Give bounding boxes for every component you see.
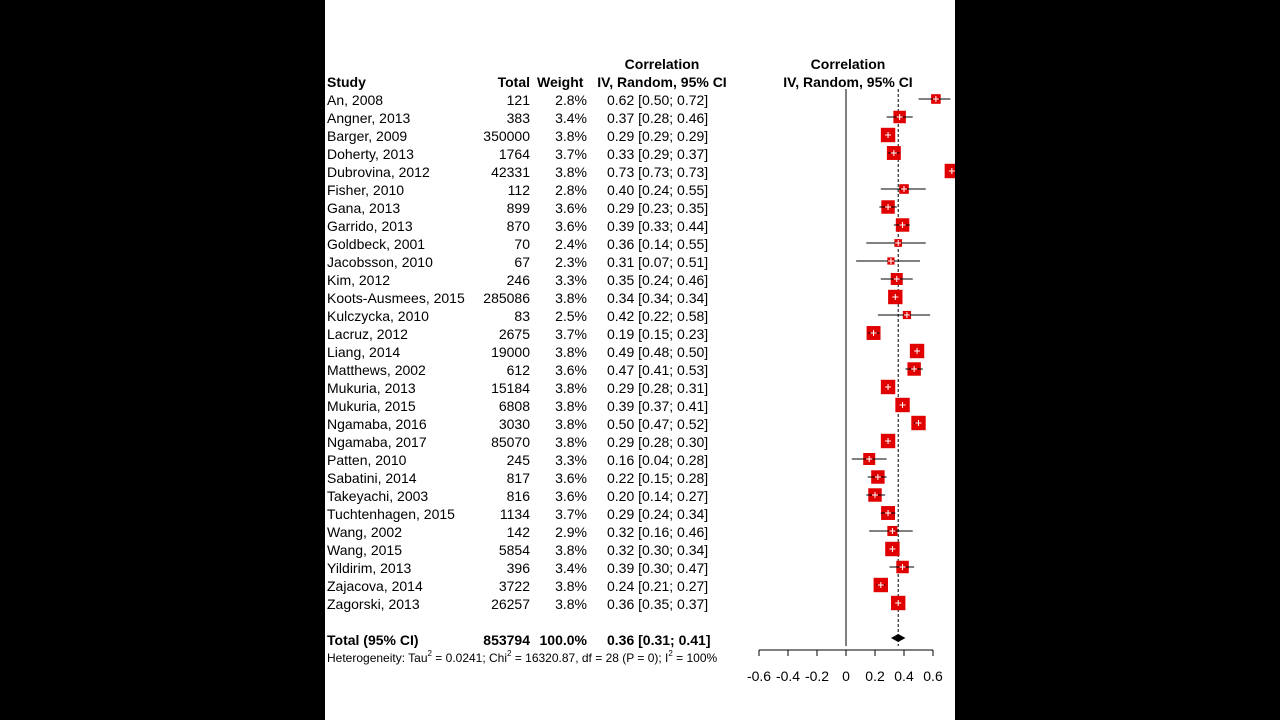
study-total: 245	[506, 452, 530, 468]
study-name: Jacobsson, 2010	[327, 254, 433, 270]
study-total: 83	[514, 308, 530, 324]
study-ci: 0.33 [0.29; 0.37]	[607, 146, 709, 162]
forest-plot	[325, 0, 955, 720]
study-name: Kulczycka, 2010	[327, 308, 429, 324]
study-weight: 3.8%	[555, 164, 587, 180]
study-name: Dubrovina, 2012	[327, 164, 430, 180]
study-ci: 0.39 [0.33; 0.44]	[607, 218, 709, 234]
study-name: Ngamaba, 2016	[327, 416, 427, 432]
study-weight: 2.3%	[555, 254, 587, 270]
study-name: An, 2008	[327, 92, 384, 108]
study-weight: 3.6%	[555, 362, 587, 378]
study-weight: 3.8%	[555, 416, 587, 432]
study-ci: 0.47 [0.41; 0.53]	[607, 362, 709, 378]
study-ci: 0.35 [0.24; 0.46]	[607, 272, 709, 288]
study-name: Goldbeck, 2001	[327, 236, 426, 252]
study-total: 816	[506, 488, 530, 504]
study-weight: 2.8%	[555, 92, 587, 108]
study-total: 5854	[498, 542, 530, 558]
study-weight: 3.8%	[555, 542, 587, 558]
study-ci: 0.36 [0.35; 0.37]	[607, 596, 709, 612]
study-ci: 0.73 [0.73; 0.73]	[607, 164, 709, 180]
study-weight: 3.3%	[555, 272, 587, 288]
study-name: Ngamaba, 2017	[327, 434, 427, 450]
study-ci: 0.39 [0.37; 0.41]	[607, 398, 709, 414]
study-weight: 3.8%	[555, 434, 587, 450]
study-ci: 0.32 [0.30; 0.34]	[607, 542, 709, 558]
study-total: 26257	[491, 596, 530, 612]
study-ci: 0.29 [0.28; 0.30]	[607, 434, 709, 450]
header-weight: Weight	[537, 74, 584, 90]
heterogeneity-text: Heterogeneity: Tau$^2$ = 0.0241; Chi$^2$ = 16320.87, df = 28 (P = 0); $I^2 = 100\%$	[327, 649, 718, 665]
study-weight: 3.8%	[555, 290, 587, 306]
study-total: 285086	[483, 290, 530, 306]
study-weight: 3.3%	[555, 452, 587, 468]
study-total: 246	[506, 272, 530, 288]
study-weight: 2.4%	[555, 236, 587, 252]
study-total: 112	[507, 182, 530, 198]
study-ci: 0.49 [0.48; 0.50]	[607, 344, 709, 360]
study-weight: 3.7%	[555, 326, 587, 342]
study-total: 67	[514, 254, 530, 270]
study-ci: 0.31 [0.07; 0.51]	[607, 254, 709, 270]
forest-plot-panel	[325, 0, 955, 720]
study-weight: 3.8%	[555, 128, 587, 144]
study-name: Garrido, 2013	[327, 218, 413, 234]
study-total: 2675	[498, 326, 530, 342]
study-weight: 3.8%	[555, 344, 587, 360]
study-ci: 0.36 [0.14; 0.55]	[607, 236, 709, 252]
study-total: 396	[506, 560, 530, 576]
study-weight: 3.6%	[555, 488, 587, 504]
study-name: Patten, 2010	[327, 452, 407, 468]
study-name: Wang, 2015	[327, 542, 402, 558]
study-name: Matthews, 2002	[327, 362, 426, 378]
study-ci: 0.29 [0.24; 0.34]	[607, 506, 709, 522]
study-total: 1764	[498, 146, 530, 162]
study-name: Koots-Ausmees, 2015	[327, 290, 465, 306]
x-tick-label: 0.2	[865, 668, 885, 684]
study-weight: 3.6%	[555, 470, 587, 486]
study-ci: 0.24 [0.21; 0.27]	[607, 578, 709, 594]
study-ci: 0.16 [0.04; 0.28]	[607, 452, 709, 468]
total-n: 853794	[483, 632, 530, 648]
study-total: 1134	[499, 506, 530, 522]
study-name: Barger, 2009	[327, 128, 408, 144]
study-ci: 0.37 [0.28; 0.46]	[607, 110, 709, 126]
study-name: Kim, 2012	[327, 272, 391, 288]
x-tick-label: -0.6	[746, 668, 772, 684]
study-weight: 3.8%	[555, 380, 587, 396]
pooled-diamond	[891, 634, 906, 642]
study-weight: 3.8%	[555, 578, 587, 594]
study-weight: 3.6%	[555, 218, 587, 234]
study-total: 350000	[483, 128, 530, 144]
study-name: Angner, 2013	[327, 110, 411, 126]
study-ci: 0.42 [0.22; 0.58]	[607, 308, 709, 324]
study-total: 142	[506, 524, 530, 540]
study-weight: 3.8%	[555, 398, 587, 414]
study-total: 19000	[491, 344, 530, 360]
study-total: 899	[506, 200, 530, 216]
study-weight: 2.9%	[555, 524, 587, 540]
study-ci: 0.22 [0.15; 0.28]	[607, 470, 709, 486]
study-total: 70	[514, 236, 530, 252]
study-ci: 0.19 [0.15; 0.23]	[607, 326, 709, 342]
plot-header-correlation: Correlation	[810, 56, 886, 72]
total-ci: 0.36 [0.31; 0.41]	[607, 632, 711, 648]
x-tick-label: -0.4	[775, 668, 801, 684]
study-weight: 3.4%	[555, 560, 587, 576]
header-study: Study	[327, 74, 366, 90]
study-name: Liang, 2014	[327, 344, 401, 360]
study-name: Takeyachi, 2003	[327, 488, 429, 504]
study-ci: 0.29 [0.29; 0.29]	[607, 128, 709, 144]
study-name: Wang, 2002	[327, 524, 402, 540]
study-total: 817	[506, 470, 530, 486]
study-total: 3722	[498, 578, 530, 594]
study-total: 3030	[498, 416, 530, 432]
study-weight: 3.7%	[555, 506, 587, 522]
study-name: Fisher, 2010	[327, 182, 405, 198]
study-ci: 0.29 [0.28; 0.31]	[607, 380, 709, 396]
study-total: 6808	[498, 398, 530, 414]
header-iv-random: IV, Random, 95% CI	[597, 74, 727, 90]
study-weight: 2.8%	[555, 182, 587, 198]
study-name: Doherty, 2013	[327, 146, 414, 162]
x-tick-label: 0.4	[894, 668, 914, 684]
study-ci: 0.34 [0.34; 0.34]	[607, 290, 709, 306]
study-name: Zajacova, 2014	[327, 578, 423, 594]
study-weight: 2.5%	[555, 308, 587, 324]
x-tick-label: -0.2	[804, 668, 830, 684]
header-correlation: Correlation	[624, 56, 700, 72]
study-total: 383	[506, 110, 530, 126]
total-weight: 100.0%	[539, 632, 587, 648]
study-ci: 0.40 [0.24; 0.55]	[607, 182, 709, 198]
study-name: Mukuria, 2013	[327, 380, 416, 396]
header-total: Total	[497, 74, 530, 90]
study-total: 42331	[491, 164, 530, 180]
study-ci: 0.20 [0.14; 0.27]	[607, 488, 709, 504]
study-name: Sabatini, 2014	[327, 470, 417, 486]
study-name: Lacruz, 2012	[327, 326, 408, 342]
study-name: Gana, 2013	[327, 200, 401, 216]
study-name: Mukuria, 2015	[327, 398, 416, 414]
study-weight: 3.4%	[555, 110, 587, 126]
study-ci: 0.29 [0.23; 0.35]	[607, 200, 709, 216]
study-ci: 0.32 [0.16; 0.46]	[607, 524, 709, 540]
study-name: Yildirim, 2013	[327, 560, 412, 576]
study-ci: 0.50 [0.47; 0.52]	[607, 416, 709, 432]
x-tick-label: 0.6	[923, 668, 943, 684]
study-name: Tuchtenhagen, 2015	[327, 506, 455, 522]
study-total: 85070	[491, 434, 530, 450]
study-total: 121	[506, 92, 530, 108]
study-name: Zagorski, 2013	[327, 596, 420, 612]
study-ci: 0.39 [0.30; 0.47]	[607, 560, 709, 576]
study-total: 15184	[491, 380, 530, 396]
study-total: 612	[506, 362, 530, 378]
plot-header-iv-random: IV, Random, 95% CI	[783, 74, 913, 90]
study-total: 870	[506, 218, 530, 234]
study-weight: 3.6%	[555, 200, 587, 216]
total-label: Total (95% CI)	[327, 632, 419, 648]
study-weight: 3.8%	[555, 596, 587, 612]
study-weight: 3.7%	[555, 146, 587, 162]
x-tick-label: 0	[842, 668, 850, 684]
study-ci: 0.62 [0.50; 0.72]	[607, 92, 709, 108]
